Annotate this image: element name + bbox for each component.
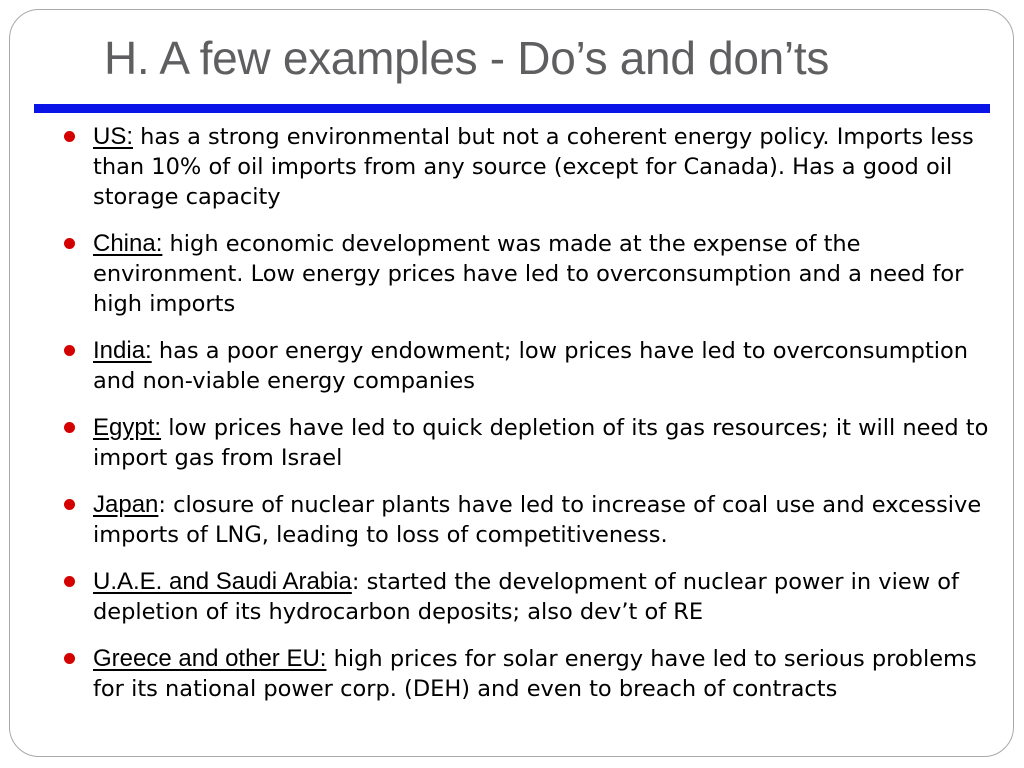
bullet-lead: Greece and other EU: [93, 645, 327, 672]
bullet-dot-icon [64, 345, 75, 356]
bullet-text: : started the development of nuclear power in view of depletion of its hydrocarbon deposits; also dev’t of RE [93, 569, 959, 625]
bullet-dot-icon [64, 499, 75, 510]
bullet-dot-icon [64, 131, 75, 142]
bullet-item-egypt [60, 413, 995, 473]
bullet-item-uae-saudi [60, 567, 995, 627]
bullet-text: high prices for solar energy have led to serious problems for its national power corp. (DEH) and even to breach of contracts [93, 646, 977, 702]
bullet-dot-icon [64, 576, 75, 587]
bullet-text: low prices have led to quick depletion of its gas resources; it will need to import gas from Israel [93, 415, 989, 471]
bullet-lead: China: [93, 230, 163, 257]
bullet-lead: India: [93, 337, 152, 364]
bullet-item-india [60, 336, 995, 396]
bullet-lead: Egypt: [93, 414, 162, 441]
bullet-item-greece-eu [60, 644, 995, 704]
bullet-list [60, 122, 995, 721]
bullet-text: : closure of nuclear plants have led to increase of coal use and excessive imports of LNG, leading to loss of competitiveness. [93, 492, 982, 548]
bullet-item-japan [60, 490, 995, 550]
bullet-dot-icon [64, 422, 75, 433]
bullet-text: has a strong environmental but not a coherent energy policy. Imports less than 10% of oil imports from any source (except for Canada). Has a good oil storage capacity [93, 124, 974, 210]
bullet-text: has a poor energy endowment; low prices have led to overconsumption and non-viable energy companies [93, 338, 969, 394]
bullet-lead: Japan [93, 491, 159, 518]
bullet-lead: U.A.E. and Saudi Arabia [93, 568, 352, 595]
bullet-dot-icon [64, 238, 75, 249]
slide-title: H. A few examples - Do’s and don’ts [104, 32, 830, 84]
bullet-text: high economic development was made at the expense of the environment. Low energy prices have led to overconsumption and a need for high imports [93, 231, 964, 317]
title-divider [34, 104, 990, 113]
bullet-dot-icon [64, 653, 75, 664]
bullet-lead: US: [93, 123, 134, 150]
bullet-item-us [60, 122, 995, 212]
bullet-item-china [60, 229, 995, 319]
